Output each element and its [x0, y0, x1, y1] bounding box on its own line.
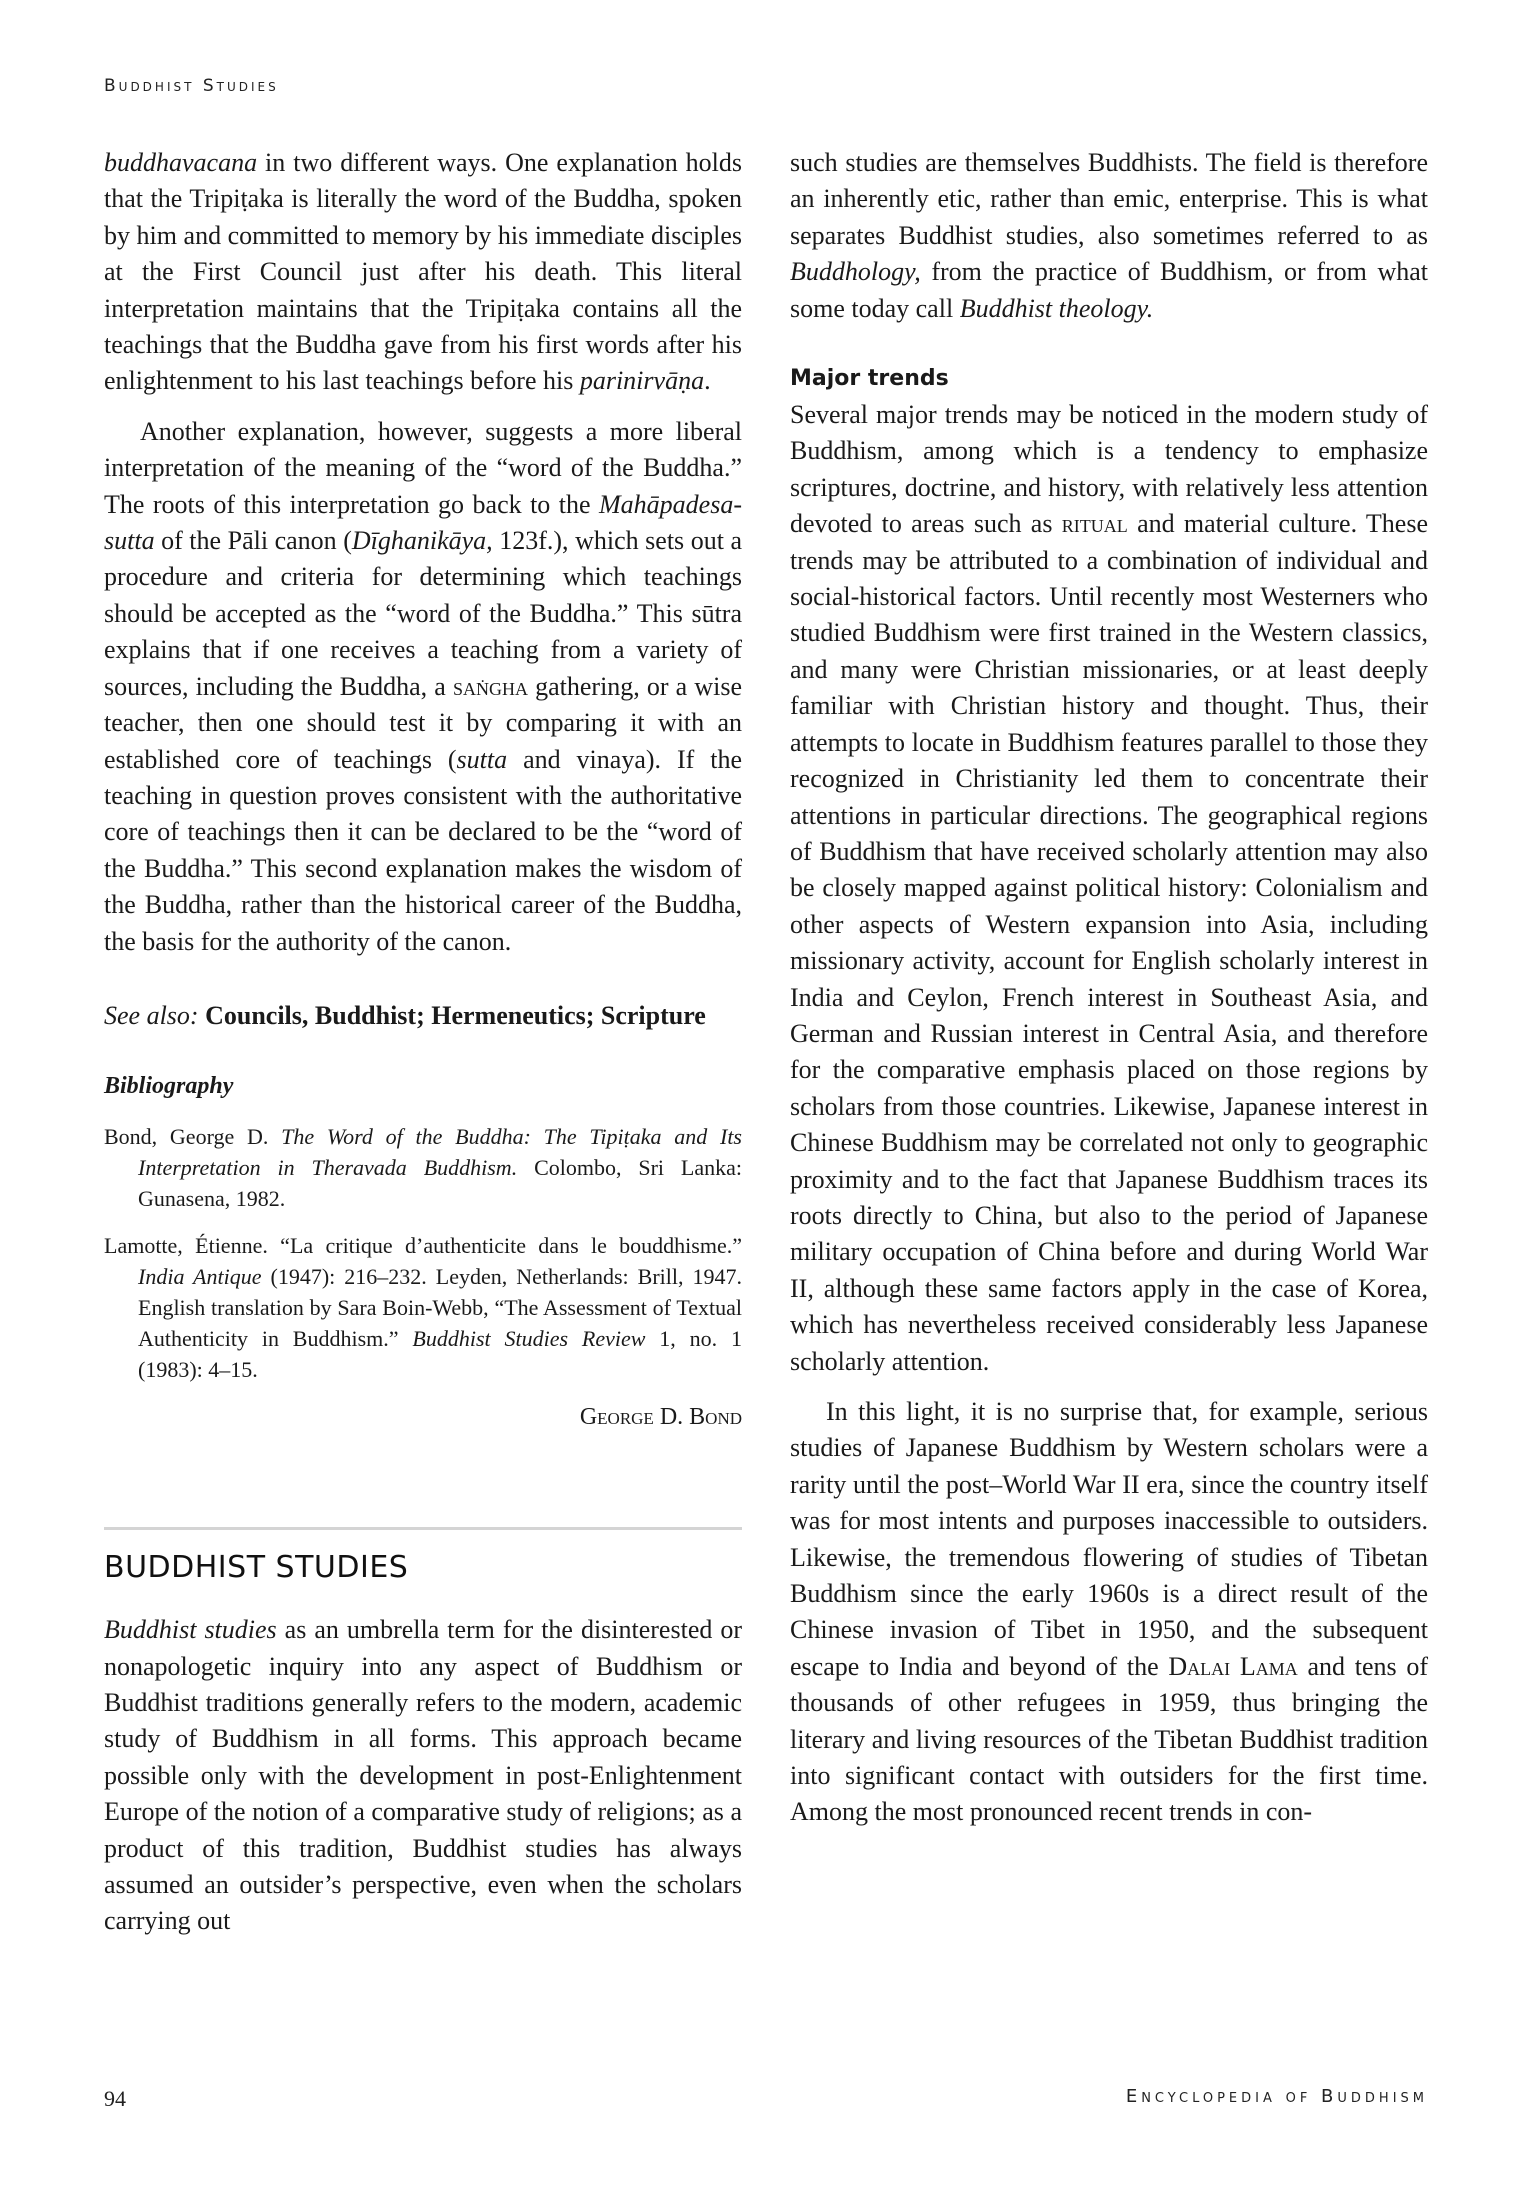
- cross-reference-ritual[interactable]: ritual: [1061, 509, 1128, 539]
- see-also-links[interactable]: Councils, Buddhist; Hermeneutics; Scripture: [205, 1000, 706, 1030]
- paragraph-buddhavacana: buddhavacana in two different ways. One explanation holds that the Tripiṭaka is literally the word of the Buddha, spoken by him and committed to memory by his immediate disciples at the First Council just after his death. This literal interpretation maintains that the Tripiṭaka contains all the teachings that the Buddha gave from his first words after his enlightenment to his last teachings before his parinirvāṇa.: [104, 148, 742, 396]
- italic-term: parinirvāṇa: [579, 366, 705, 396]
- running-head: Buddhist Studies: [104, 76, 279, 96]
- page-number: 94: [104, 2086, 126, 2111]
- paragraph-in-this-light: In this light, it is no surprise that, for example, serious studies of Japanese Buddhism by Western scholars were a rarity until the post–World War II era, since the country itself was for most intents and purposes inaccessible to outsiders. Likewise, the tremendous flowering of studies of Tibetan Buddhism since the early 1960s is a direct result of the Chinese invasion of Tibet in 1950, and the subsequent escape to India and beyond of the Dalai Lama and tens of thousands of other refugees in 1959, thus bringing the literary and living resources of the Tibetan Buddhist tradition into significant contact with outsiders for the first time. Among the most pronounced recent trends in con-: [790, 1397, 1428, 1827]
- paragraph-another-explanation: Another explanation, however, suggests a more liberal interpretation of the meaning of the “word of the Buddha.” The roots of this interpretation go back to the Mahāpadesa-sutta of the Pāli canon (Dīghanikāya, 123f.), which sets out a procedure and criteria for determining which teachings should be accepted as the “word of the Buddha.” This sūtra explains that if one receives a teaching from a variety of sources, including the Buddha, a saṅgha gathering, or a wise teacher, then one should test it by comparing it with an established core of teachings (sutta and vinaya). If the teaching in question proves consistent with the authoritative core of teachings then it can be declared to be the “word of the Buddha.” This second explanation makes the wisdom of the Buddha, rather than the historical career of the Buddha, the basis for the authority of the canon.: [104, 416, 742, 956]
- entry-divider: [104, 1527, 742, 1530]
- bibliography-entry: Bond, George D. The Word of the Buddha: The Tipiṭaka and Its Interpretation in Theravada Buddhism. Colombo, Sri Lanka: Gunasena, 1982.: [104, 1123, 742, 1211]
- bibliography-heading: Bibliography: [104, 1073, 234, 1100]
- cross-reference-sangha[interactable]: saṅgha: [452, 671, 528, 701]
- left-column: [104, 145, 742, 1940]
- paragraph-etic-enterprise: such studies are themselves Buddhists. The field is therefore an inherently etic, rather than emic, enterprise. This is what separates Buddhist studies, also sometimes referred to as Buddhology, from the practice of Buddhism, or from what some today call Buddhist theology.: [790, 148, 1428, 323]
- entry-title: BUDDHIST STUDIES: [104, 1550, 409, 1586]
- author-signature: George D. Bond: [579, 1403, 742, 1430]
- italic-term: buddhavacana: [104, 148, 258, 177]
- cross-reference-dalai-lama[interactable]: Dalai Lama: [1168, 1651, 1298, 1681]
- section-heading-major-trends: Major trends: [790, 366, 949, 392]
- italic-term: Buddhist studies: [104, 1615, 277, 1645]
- right-column: [790, 145, 1428, 1831]
- running-footer-title: Encyclopedia of Buddhism: [1125, 2086, 1428, 2107]
- see-also-label: See also:: [104, 1000, 199, 1030]
- paragraph-buddhist-studies-intro: Buddhist studies as an umbrella term for the disinterested or nonapologetic inquiry into any aspect of Buddhism or Buddhist traditions generally refers to the modern, academic study of Buddhism in all forms. This approach became possible only with the development in post-Enlightenment Europe of the notion of a comparative study of religions; as a product of this tradition, Buddhist studies has always assumed an outsider’s perspective, even when the scholars carrying out: [104, 1615, 743, 1936]
- paragraph-major-trends: Several major trends may be noticed in the modern study of Buddhism, among which is a tendency to emphasize scriptures, doctrine, and history, with relatively less attention devoted to areas such as ritual and material culture. These trends may be attributed to a combination of individual and social-historical factors. Until recently most Westerners who studied Buddhism were first trained in the Western classics, and many were Christian missionaries, or at least deeply familiar with Christian history and thought. Thus, their attempts to locate in Buddhism features parallel to those they recognized in Christianity led them to concentrate their attentions in particular directions. The geographical regions of Buddhism that have received scholarly attention may also be closely mapped against political history: Colonialism and other aspects of Western expansion into Asia, including missionary activity, account for English scholarly interest in India and Ceylon, French interest in Southeast Asia, and German and Russian interest in Central Asia, and therefore for the comparative emphasis placed on those regions by scholars from those countries. Likewise, Japanese interest in Chinese Buddhism may be correlated not only to geographic proximity and to the fact that Japanese Buddhism traces its roots directly to China, but also to the period of Japanese military occupation of China before and during World War II, although these same factors apply in the case of Korea, which has nevertheless received considerably less Japanese scholarly attention.: [790, 400, 1428, 1376]
- see-also: [104, 998, 742, 1034]
- bibliography-entry: Lamotte, Étienne. “La critique d’authenticite dans le bouddhisme.” India Antique (1947): 216–232. Leyden, Netherlands: Brill, 1947. English translation by Sara Boin-Webb, “The Assessment of Textual Authenticity in Buddhism.” Buddhist Studies Review 1, no. 1 (1983): 4–15.: [104, 1232, 743, 1382]
